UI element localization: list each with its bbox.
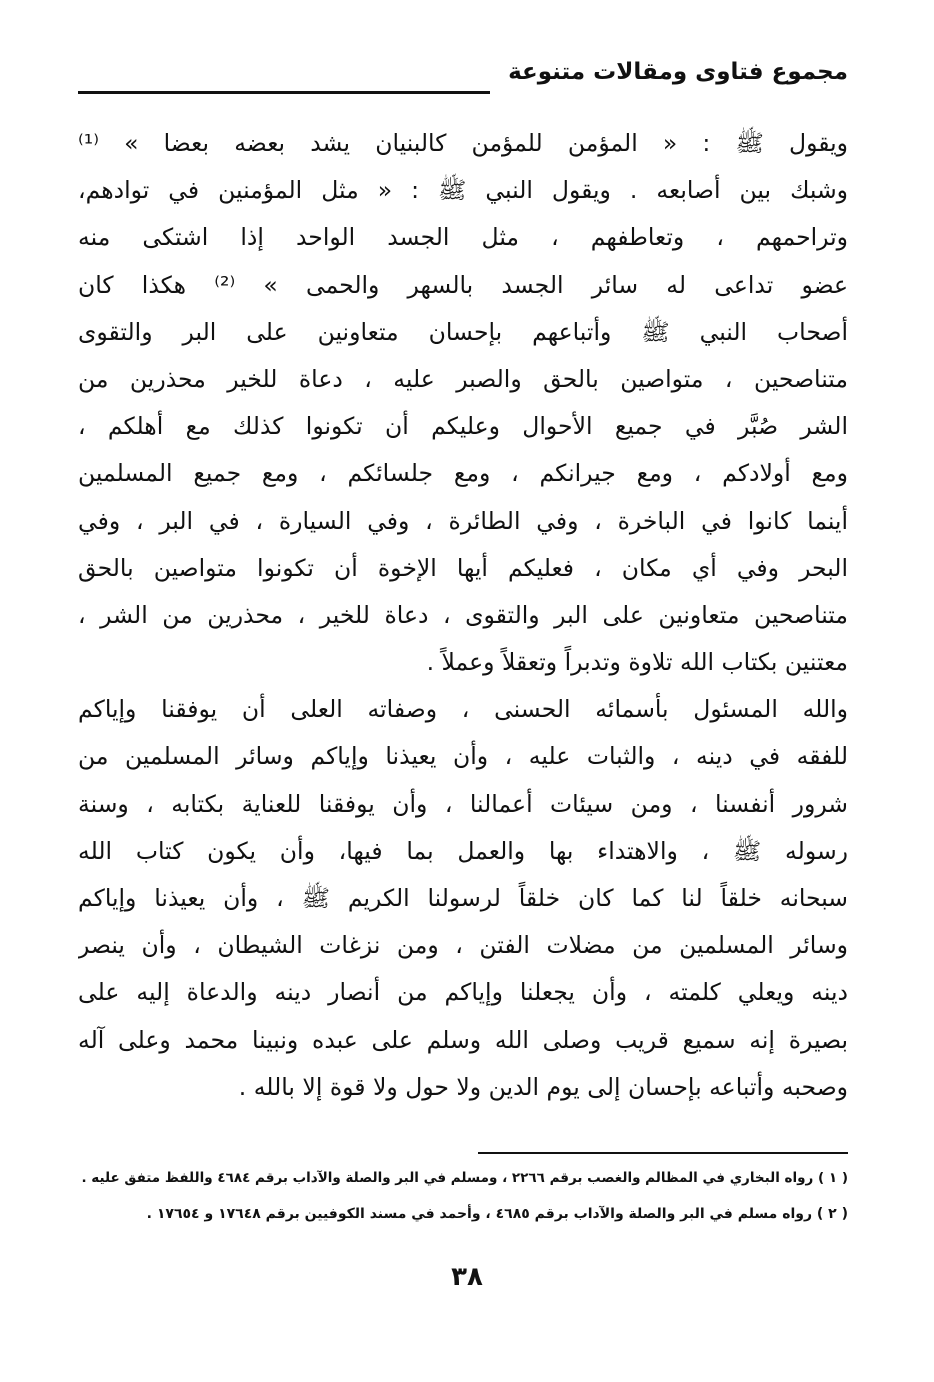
text-line: رسوله ﷺ ، والاهتداء بها والعمل بما فيها، وأن يكون كتاب الله: [78, 836, 848, 865]
text-line: متناصحين متعاونين على البر والتقوى ، دعاة للخير ، محذرين من الشر ،: [78, 600, 848, 629]
text-line: متناصحين ، متواصين بالحق والصبر عليه ، دعاة للخير محذرين من: [78, 364, 848, 393]
text-line: شرور أنفسنا ، ومن سيئات أعمالنا ، وأن يوفقنا للعناية بكتابه ، وسنة: [78, 789, 848, 818]
text-line: ويقول ﷺ : « المؤمن للمؤمن كالبنيان يشد بعضه بعضا » ⁽¹⁾: [78, 129, 848, 157]
text-line: ومع أولادكم ، ومع جيرانكم ، ومع جلسائكم ، ومع جميع المسلمين: [78, 459, 848, 488]
text-line: للفقه في دينه ، والثبات عليه ، وأن يعيذنا وإياكم وسائر المسلمين من: [78, 742, 848, 771]
text-line: سبحانه خلقاً لنا كما كان خلقاً لرسولنا الكريم ﷺ ، وأن يعيذنا وإياكم: [78, 884, 848, 912]
footnote-1: ( ١ ) رواه البخاري في المظالم والغصب برقم ٢٢٦٦ ، ومسلم في البر والصلة والآداب برقم ٤٦٨٤ واللفظ متفق عليه .: [81, 1170, 848, 1186]
header-title: مجموع فتاوى ومقالات متنوعة: [508, 59, 848, 85]
header-rule: [78, 91, 490, 94]
running-header: [78, 55, 848, 99]
footnote-separator: [478, 1152, 848, 1154]
text-line: معتنين بكتاب الله تلاوة وتدبراً وتعقلاً وعملاً .: [426, 648, 848, 677]
body-text: [78, 120, 848, 1111]
text-line: البحر وفي أي مكان ، فعليكم أيها الإخوة أن تكونوا متواصين بالحق: [78, 553, 848, 582]
text-line: وشبك بين أصابعه . ويقول النبي ﷺ : « مثل المؤمنين في توادهم،: [78, 176, 848, 205]
text-line: الشر صُبَّر في جميع الأحوال وعليكم أن تكونوا كذلك مع أهلكم ،: [78, 412, 848, 441]
text-line: والله المسئول بأسمائه الحسنى ، وصفاته العلى أن يوفقنا وإياكم: [78, 695, 848, 724]
text-line: وتراحمهم ، وتعاطفهم ، مثل الجسد الواحد إذا اشتكى منه: [78, 223, 848, 252]
text-line: عضو تداعى له سائر الجسد بالسهر والحمى » ⁽²⁾ هكذا كان: [78, 270, 848, 299]
text-line: أينما كانوا في الباخرة ، وفي الطائرة ، وفي السيارة ، في البر ، وفي: [78, 506, 848, 535]
text-line: أصحاب النبي ﷺ وأتباعهم بإحسان متعاونين على البر والتقوى: [78, 317, 848, 346]
text-line: بصيرة إنه سميع قريب وصلى الله وسلم على عبده ونبينا محمد وعلى آله: [78, 1025, 848, 1054]
text-line: وصحبه وأتباعه بإحسان إلى يوم الدين ولا حول ولا قوة إلا بالله .: [238, 1072, 848, 1101]
page-number: ٣٨: [451, 1262, 483, 1292]
footnote-2: ( ٢ ) رواه مسلم في البر والصلة والآداب برقم ٤٦٨٥ ، وأحمد في مسند الكوفيين برقم ١٧٦٤٨ و ١٧٦٥٤ .: [146, 1206, 848, 1222]
text-line: وسائر المسلمين من مضلات الفتن ، ومن نزغات الشيطان ، وأن ينصر: [78, 931, 848, 960]
text-line: دينه ويعلي كلمته ، وأن يجعلنا وإياكم من أنصار دينه والدعاة إليه على: [78, 978, 848, 1007]
footnotes: [78, 1160, 848, 1232]
